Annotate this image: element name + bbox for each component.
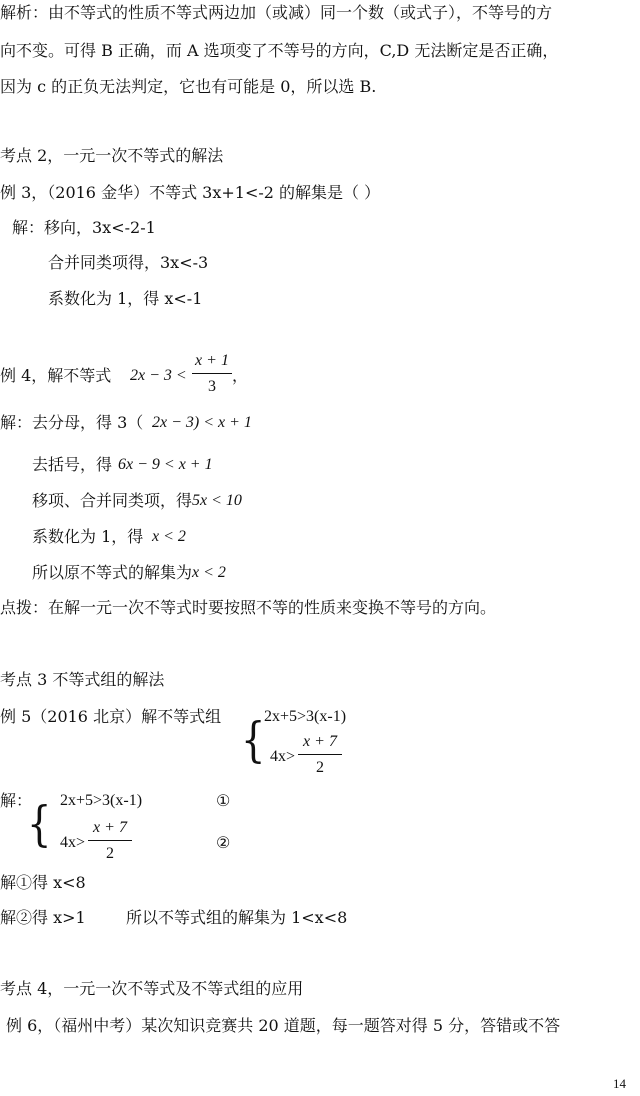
ex4-comma: ，: [232, 366, 249, 385]
ex3-question: 例 3，（2016 金华）不等式 3x+1<-2 的解集是（ ）: [0, 183, 381, 202]
tip-text: 点拨：在解一元一次不等式时要按照不等的性质来变换不等号的方向。: [0, 598, 497, 617]
page-number: 14: [613, 1076, 626, 1091]
ex5-fraction: [298, 732, 342, 778]
sys-solution-fraction-denominator: 2: [106, 845, 114, 862]
ex3-step-3: 系数化为 1，得 x<-1: [48, 289, 203, 308]
ex4-fraction: [192, 351, 232, 397]
step-result-label: 所以原不等式的解集为: [32, 563, 193, 582]
step-result-expr: x < 2: [192, 564, 226, 581]
ex4-label: 例 4，解不等式: [0, 366, 112, 385]
sys-solution-eq1: 2x+5>3(x-1): [60, 792, 143, 809]
result-2: 解②得 x>1: [0, 908, 86, 927]
step-brackets-label: 去括号，得: [32, 455, 113, 474]
analysis-line-1: 解析：由不等式的性质不等式两边加（或减）同一个数（或式子），不等号的方: [0, 3, 553, 22]
ex4-fraction-numerator: x + 1: [195, 352, 229, 369]
ex5-fraction-numerator: x + 7: [303, 733, 337, 750]
ex5-system-eq1: 2x+5>3(x-1): [264, 708, 347, 725]
sys-solution-fraction: [88, 818, 132, 864]
analysis-line-2: 向不变。可得 B 正确，而 A 选项变了不等号的方向，C,D 无法断定是否正确，: [0, 41, 559, 60]
ex4-solution-expr: 2x − 3) < x + 1: [152, 414, 252, 431]
sys-solution-label: 解：: [0, 791, 33, 810]
ex4-solution-label: 解：去分母，得 3（: [0, 413, 144, 432]
ex5-system-eq2-lhs: 4x>: [270, 748, 296, 765]
ex5-label: 例 5（2016 北京）解不等式组: [0, 707, 222, 726]
ex4-fraction-denominator: 3: [208, 378, 216, 395]
result-1: 解①得 x<8: [0, 873, 86, 892]
ex5-fraction-denominator: 2: [316, 759, 324, 776]
ex5-fraction-bar: [298, 754, 342, 755]
ex3-step-2: 合并同类项得，3x<-3: [48, 253, 209, 272]
sys-solution-fraction-bar: [88, 840, 132, 841]
ex4-fraction-bar: [192, 373, 232, 374]
sys-solution-fraction-numerator: x + 7: [93, 819, 127, 836]
step-brackets-expr: 6x − 9 < x + 1: [118, 456, 213, 473]
ex5-brace: {: [241, 712, 266, 768]
topic3-title: 考点 3 不等式组的解法: [0, 670, 165, 689]
step-combine-expr: 5x < 10: [192, 492, 242, 509]
step-coef-label: 系数化为 1，得: [32, 527, 144, 546]
ex3-step-1: 解：移向，3x<-2-1: [12, 218, 156, 237]
ex4-lhs: 2x − 3 <: [130, 367, 187, 384]
step-coef-expr: x < 2: [152, 528, 186, 545]
sys-solution-brace: {: [27, 796, 52, 852]
marker-1: ①: [216, 791, 231, 810]
sys-solution-eq2-lhs: 4x>: [60, 834, 86, 851]
analysis-line-3: 因为 c 的正负无法判定，它也有可能是 0，所以选 B.: [0, 77, 377, 96]
ex6-line: 例 6，（福州中考）某次知识竞赛共 20 道题，每一题答对得 5 分，答错或不答: [6, 1016, 561, 1035]
marker-2: ②: [216, 833, 231, 852]
step-combine-label: 移项、合并同类项，得: [32, 491, 193, 510]
topic4-title: 考点 4，一元一次不等式及不等式组的应用: [0, 979, 304, 998]
result-final: 所以不等式组的解集为 1<x<8: [126, 908, 348, 927]
topic2-title: 考点 2，一元一次不等式的解法: [0, 146, 224, 165]
